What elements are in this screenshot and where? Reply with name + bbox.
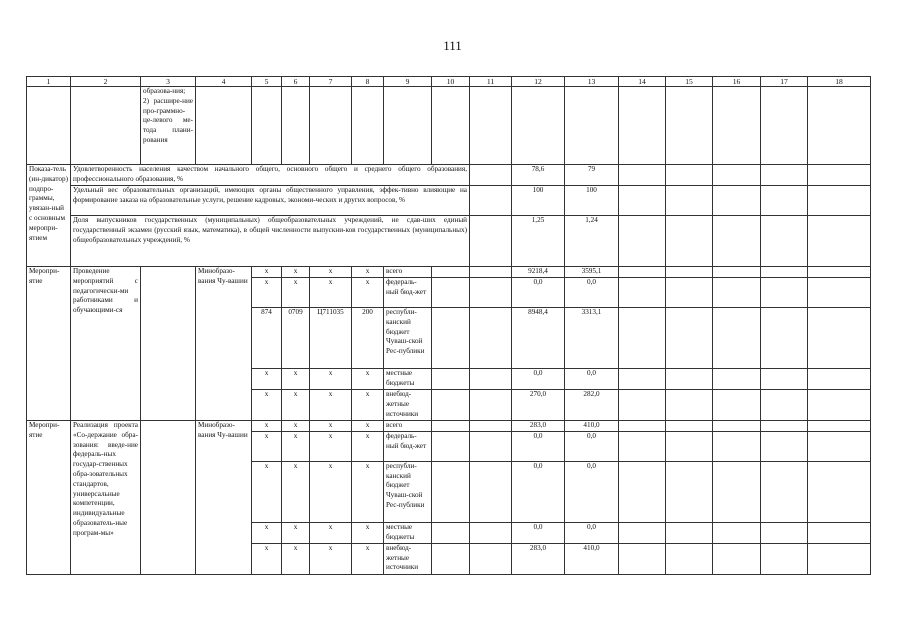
indicator-label: Показа-тель (ин-дикатор) подпро-граммы, увязан-ный с основным меропри-ятием bbox=[27, 165, 71, 267]
budget-code: 874 bbox=[252, 308, 282, 369]
budget-code: x bbox=[282, 421, 310, 432]
header-cell: 1 bbox=[27, 77, 71, 87]
amount-12: 8948,4 bbox=[512, 308, 565, 369]
indicator-row bbox=[27, 165, 871, 186]
header-cell: 14 bbox=[619, 77, 666, 87]
budget-code: x bbox=[252, 421, 282, 432]
budget-code: 200 bbox=[352, 308, 384, 369]
indicator-value-12: 1,25 bbox=[512, 216, 565, 267]
budget-code: x bbox=[352, 543, 384, 574]
program-table bbox=[26, 76, 871, 575]
funding-source: республи-канский бюджет Чуваш-ской Рес-публики bbox=[384, 461, 432, 522]
budget-code: x bbox=[310, 369, 352, 390]
measure-label: Меропри-ятие bbox=[27, 421, 71, 575]
funding-source: федераль-ный бюд-жет bbox=[384, 278, 432, 308]
amount-12: 9218,4 bbox=[512, 267, 565, 278]
amount-12: 0,0 bbox=[512, 431, 565, 461]
budget-code: Ц711035 bbox=[310, 308, 352, 369]
budget-code: x bbox=[282, 461, 310, 522]
budget-code: x bbox=[252, 267, 282, 278]
budget-code: x bbox=[252, 543, 282, 574]
header-row bbox=[27, 77, 871, 87]
budget-code: x bbox=[352, 390, 384, 421]
header-cell: 3 bbox=[141, 77, 196, 87]
header-cell: 4 bbox=[196, 77, 252, 87]
budget-code: x bbox=[282, 267, 310, 278]
measure-row bbox=[27, 267, 871, 278]
header-cell: 17 bbox=[761, 77, 808, 87]
indicator-value-13: 1,24 bbox=[565, 216, 619, 267]
amount-13: 410,0 bbox=[565, 543, 619, 574]
budget-code: x bbox=[310, 267, 352, 278]
indicator-text: Доля выпускников государственных (муниципальных) общеобразовательных учреждений, не сдав-ших единый государственный экзамен (русский язык, математика), в общей численности выпускни-ков государственных (муниципальных) общеобразовательных учреждений, % bbox=[71, 216, 470, 267]
funding-source: республи-канский бюджет Чуваш-ской Рес-публики bbox=[384, 308, 432, 369]
header-cell: 9 bbox=[384, 77, 432, 87]
header-cell: 18 bbox=[808, 77, 871, 87]
indicator-text: Удовлетворенность населения качеством начального общего, основного общего и среднего общего образования, профессионального образования, % bbox=[71, 165, 470, 186]
indicator-row bbox=[27, 186, 871, 216]
amount-12: 283,0 bbox=[512, 421, 565, 432]
indicator-value-12: 78,6 bbox=[512, 165, 565, 186]
header-cell: 11 bbox=[470, 77, 512, 87]
budget-code: x bbox=[310, 461, 352, 522]
amount-13: 3313,1 bbox=[565, 308, 619, 369]
measure-row bbox=[27, 421, 871, 432]
amount-13: 0,0 bbox=[565, 461, 619, 522]
budget-code: x bbox=[252, 369, 282, 390]
header-cell: 5 bbox=[252, 77, 282, 87]
budget-code: x bbox=[310, 390, 352, 421]
header-cell: 8 bbox=[352, 77, 384, 87]
header-cell: 10 bbox=[432, 77, 470, 87]
indicator-text: Удельный вес образовательных организаций, имеющих органы общественного управления, эффек-тивно влияющие на формирование заказа на образовательные услуги, решение кадровых, экономи-ческих и других вопросов, % bbox=[71, 186, 470, 216]
funding-source: всего bbox=[384, 421, 432, 432]
measure-label: Меропри-ятие bbox=[27, 267, 71, 421]
funding-source: местные бюджеты bbox=[384, 522, 432, 543]
amount-13: 0,0 bbox=[565, 522, 619, 543]
budget-code: x bbox=[352, 278, 384, 308]
indicator-value-13: 100 bbox=[565, 186, 619, 216]
funding-source: внебюд-жетные источники bbox=[384, 543, 432, 574]
amount-13: 0,0 bbox=[565, 369, 619, 390]
amount-13: 410,0 bbox=[565, 421, 619, 432]
header-cell: 13 bbox=[565, 77, 619, 87]
header-cell: 2 bbox=[71, 77, 141, 87]
amount-12: 0,0 bbox=[512, 522, 565, 543]
indicator-value-13: 79 bbox=[565, 165, 619, 186]
amount-13: 0,0 bbox=[565, 278, 619, 308]
budget-code: x bbox=[310, 522, 352, 543]
amount-12: 0,0 bbox=[512, 278, 565, 308]
funding-source: местные бюджеты bbox=[384, 369, 432, 390]
measure-name: Реализация проекта «Со-держание обра-зования: введе-ние федераль-ных государ-ственных обра-зовательных стандартов, универсальные компетенции, индивидуальные образователь-ные програм-мы» bbox=[71, 421, 141, 575]
measure-executor: Минобразо-вания Чу-вашии bbox=[196, 267, 252, 421]
header-cell: 6 bbox=[282, 77, 310, 87]
budget-code: x bbox=[352, 461, 384, 522]
amount-12: 0,0 bbox=[512, 369, 565, 390]
budget-code: x bbox=[352, 522, 384, 543]
header-cell: 12 bbox=[512, 77, 565, 87]
budget-code: x bbox=[352, 421, 384, 432]
budget-code: x bbox=[282, 522, 310, 543]
budget-code: x bbox=[252, 390, 282, 421]
budget-code: x bbox=[310, 421, 352, 432]
page-number: 111 bbox=[443, 38, 462, 53]
amount-12: 283,0 bbox=[512, 543, 565, 574]
header-cell: 16 bbox=[713, 77, 761, 87]
budget-code: x bbox=[282, 278, 310, 308]
amount-12: 0,0 bbox=[512, 461, 565, 522]
budget-code: x bbox=[310, 543, 352, 574]
continuation-row bbox=[27, 87, 871, 165]
amount-13: 0,0 bbox=[565, 431, 619, 461]
header-cell: 7 bbox=[310, 77, 352, 87]
measure-executor: Минобразо-вания Чу-вашии bbox=[196, 421, 252, 575]
indicator-row bbox=[27, 216, 871, 267]
budget-code: x bbox=[352, 369, 384, 390]
amount-13: 3595,1 bbox=[565, 267, 619, 278]
budget-code: x bbox=[352, 431, 384, 461]
budget-code: x bbox=[310, 431, 352, 461]
budget-code: x bbox=[252, 522, 282, 543]
budget-code: x bbox=[352, 267, 384, 278]
budget-code: x bbox=[282, 431, 310, 461]
funding-source: всего bbox=[384, 267, 432, 278]
continuation-objectives: образова-ния; 2) расшире-ние про-граммно-це-левого ме-тода плани-рования bbox=[141, 87, 196, 165]
budget-code: x bbox=[310, 278, 352, 308]
funding-source: внебюд-жетные источники bbox=[384, 390, 432, 421]
measure-name: Проведение мероприятий с педагогически-ми работниками и обучающими-ся bbox=[71, 267, 141, 421]
budget-code: x bbox=[252, 461, 282, 522]
budget-code: x bbox=[282, 369, 310, 390]
budget-code: x bbox=[282, 390, 310, 421]
budget-code: 0709 bbox=[282, 308, 310, 369]
budget-code: x bbox=[252, 278, 282, 308]
header-cell: 15 bbox=[666, 77, 713, 87]
amount-13: 282,0 bbox=[565, 390, 619, 421]
amount-12: 270,0 bbox=[512, 390, 565, 421]
budget-code: x bbox=[282, 543, 310, 574]
funding-source: федераль-ный бюд-жет bbox=[384, 431, 432, 461]
indicator-value-12: 100 bbox=[512, 186, 565, 216]
budget-code: x bbox=[252, 431, 282, 461]
